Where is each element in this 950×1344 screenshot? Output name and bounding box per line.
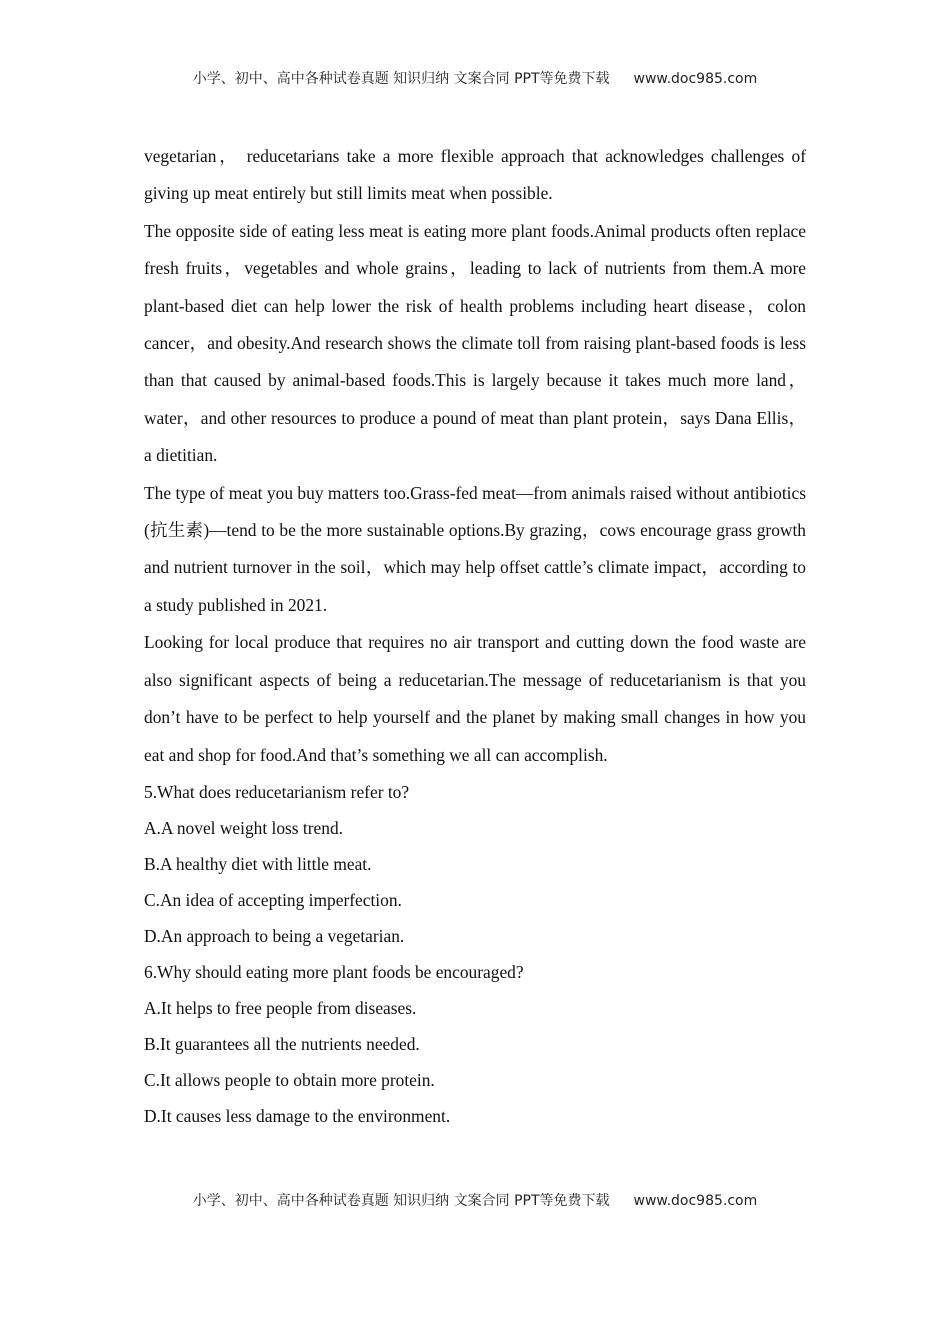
footer-banner-site[interactable]: www.doc985.com — [633, 1193, 758, 1209]
document-body — [144, 138, 806, 1134]
option-d: D.An approach to being a vegetarian. — [144, 925, 405, 946]
question-stem: 5.What does reducetarianism refer to? — [144, 781, 410, 802]
paragraph-2: The opposite side of eating less meat is eating more plant foods.Animal products often replace fresh fruits，vegetables and whole grains，leading to lack of nutrients from them.A more plant-based diet can help lower the risk of health problems including heart disease，colon cancer，and obesity.And research shows the climate toll from raising plant-based foods is less than that caused by animal-based foods.This is largely because it takes much more land，water，and other resources to produce a pound of meat than plant protein，says Dana Ellis，a dietitian. — [144, 220, 806, 466]
option-c: C.An idea of accepting imperfection. — [144, 889, 402, 910]
paragraph-3: The type of meat you buy matters too.Grass-fed meat—from animals raised without antibiotics (抗生素)—tend to be the more sustainable options.By grazing，cows encourage grass growth and nutrient turnover in the soil，which may help offset cattle’s climate impact，according to a study published in 2021. — [144, 482, 806, 615]
header-banner-site[interactable]: www.doc985.com — [633, 71, 758, 87]
option-a: A.It helps to free people from diseases. — [144, 997, 417, 1018]
option-a: A.A novel weight loss trend. — [144, 817, 344, 838]
option-c: C.It allows people to obtain more protein. — [144, 1069, 435, 1090]
header-banner — [0, 68, 950, 88]
paragraph-4: Looking for local produce that requires no air transport and cutting down the food waste are also significant aspects of being a reducetarian.The message of reducetarianism is that you don’t have to be perfect to help yourself and the planet by making small changes in how you eat and shop for food.And that’s something we all can accomplish. — [144, 632, 806, 765]
question-stem: 6.Why should eating more plant foods be encouraged? — [144, 961, 524, 982]
option-b: B.A healthy diet with little meat. — [144, 853, 372, 874]
header-banner-text: 小学、初中、高中各种试卷真题 知识归纳 文案合同 PPT等免费下载 — [192, 71, 610, 87]
paragraph-1: vegetarian， reducetarians take a more flexible approach that acknowledges challenges of giving up meat entirely but still limits meat when possible. — [144, 146, 806, 204]
option-d: D.It causes less damage to the environment. — [144, 1105, 451, 1126]
option-b: B.It guarantees all the nutrients needed. — [144, 1033, 420, 1054]
footer-banner-text: 小学、初中、高中各种试卷真题 知识归纳 文案合同 PPT等免费下载 — [192, 1193, 610, 1209]
question-5 — [144, 774, 806, 954]
footer-banner — [0, 1190, 950, 1210]
question-6 — [144, 954, 806, 1134]
